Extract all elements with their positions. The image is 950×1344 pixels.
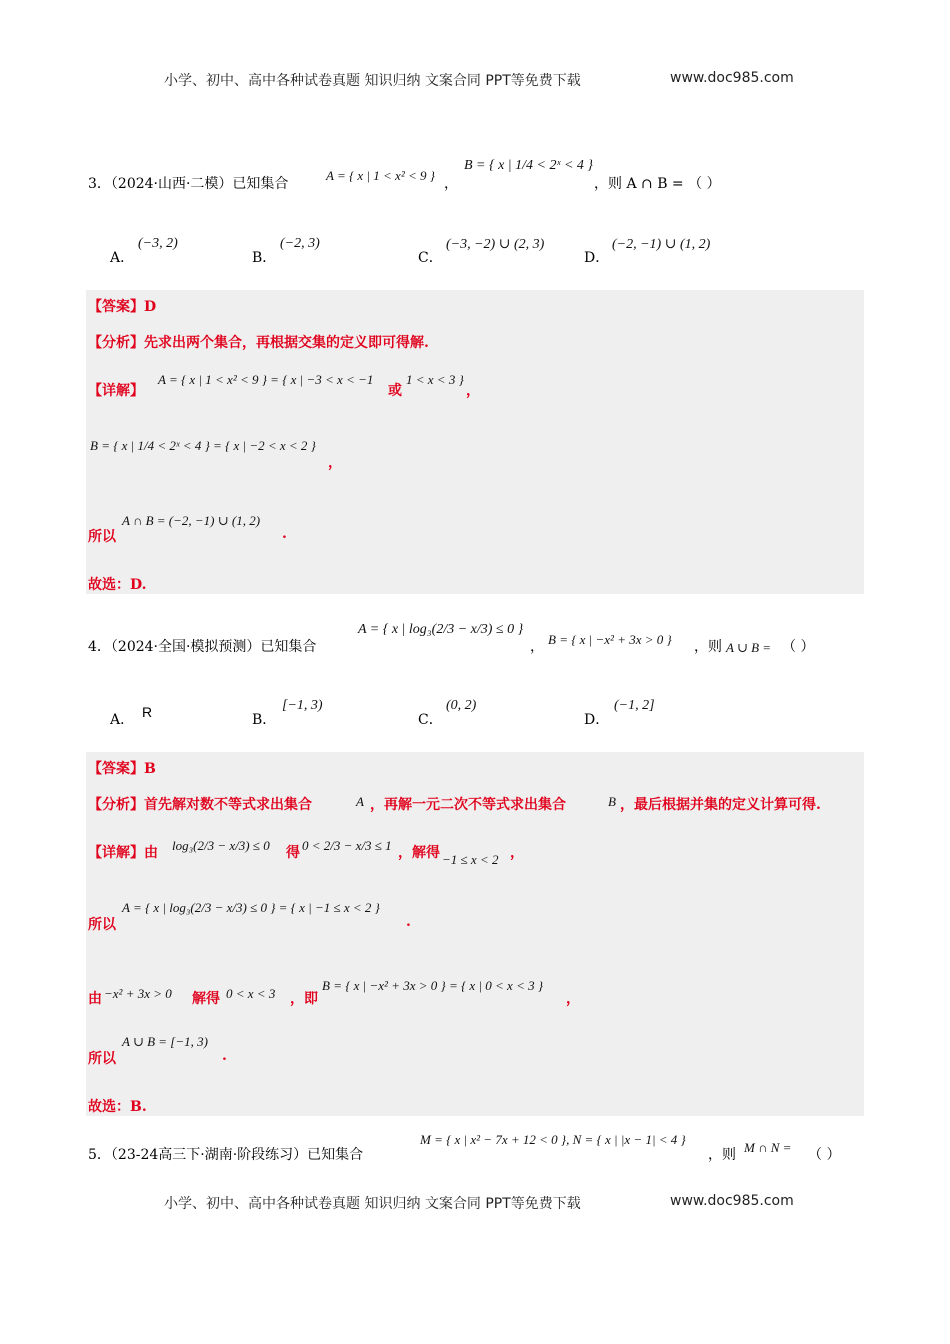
q4-analysis-b: B (608, 794, 616, 809)
q4-choice: 故选：B. (88, 1099, 147, 1115)
q4-l3-g: ， (566, 991, 580, 1007)
q3-so-label: 所以 (88, 529, 116, 545)
q4-l3-c: 解得 (192, 991, 220, 1007)
q3-so-math: A ∩ B = (−2, −1) ∪ (1, 2) (122, 513, 261, 528)
q3-ask: ，则 A ∩ B = （ ） (594, 176, 721, 192)
q4-option-a-value: R (142, 704, 153, 720)
header-text: 小学、初中、高中各种试卷真题 知识归纳 文案合同 PPT等免费下载 (164, 73, 581, 89)
q4-ask-math: A ∪ B = (726, 640, 772, 655)
q4-so1-math: A = { x | log₃(2/3 − x/3) ≤ 0 } = { x | −1 ≤ x < 2 } (122, 900, 380, 915)
q4-so1-tail: . (406, 914, 411, 930)
q4-detail-1c: 0 < 2/3 − x/3 ≤ 1 (302, 838, 392, 853)
q3-option-b-value: (−2, 3) (280, 236, 320, 251)
q3-option-d-value: (−2, −1) ∪ (1, 2) (612, 237, 711, 252)
q4-ask-paren: （ ） (782, 639, 815, 655)
q3-set-b: B = { x | 1/4 < 2ˣ < 4 } (464, 158, 593, 173)
q4-l3-e: ，即 (290, 991, 318, 1007)
q4-detail-1d: ，解得 (398, 845, 440, 861)
q3-set-a: A = { x | 1 < x² < 9 } (326, 168, 435, 183)
q4-answer: 【答案】B (88, 761, 156, 777)
q4-option-b-label: B． (252, 712, 277, 728)
q4-l3-b: −x² + 3x > 0 (104, 986, 172, 1001)
q5-ask-paren: （ ） (808, 1147, 841, 1163)
q4-option-a-label: A． (110, 712, 135, 728)
q4-detail-1a: log₃(2/3 − x/3) ≤ 0 (172, 838, 270, 853)
q3-option-a-value: (−3, 2) (138, 236, 178, 251)
q4-l3-f: B = { x | −x² + 3x > 0 } = { x | 0 < x < 3 } (322, 978, 544, 993)
q4-so1-label: 所以 (88, 917, 116, 933)
q4-l3-d: 0 < x < 3 (226, 986, 276, 1001)
q3-comma: ， (444, 176, 458, 192)
q4-analysis-3: ，最后根据并集的定义计算可得. (620, 797, 821, 813)
q5-ask-math: M ∩ N = (744, 1140, 792, 1155)
q4-stem: 4．（2024·全国·模拟预测）已知集合 (88, 639, 317, 655)
q4-detail-1e: −1 ≤ x < 2 (442, 852, 499, 867)
q4-option-c-value: (0, 2) (446, 698, 477, 713)
q4-detail-1f: ， (510, 845, 524, 861)
q4-comma: ， (530, 639, 544, 655)
footer-text: 小学、初中、高中各种试卷真题 知识归纳 文案合同 PPT等免费下载 (164, 1196, 581, 1212)
q4-analysis-a: A (356, 794, 364, 809)
q4-so2-tail: . (222, 1048, 227, 1064)
q4-detail-label: 【详解】由 (88, 845, 158, 861)
q3-option-c-value: (−3, −2) ∪ (2, 3) (446, 237, 545, 252)
q4-ask-pre: ，则 (694, 639, 722, 655)
q4-option-d-label: D． (584, 712, 610, 728)
q3-choice: 故选：D. (88, 577, 147, 593)
q3-so-tail: . (282, 526, 287, 542)
footer-url[interactable]: www.doc985.com (670, 1193, 794, 1209)
q3-stem: 3．（2024·山西·二模）已知集合 (88, 176, 289, 192)
q5-ask-pre: ，则 (708, 1147, 736, 1163)
q4-detail-1b: 得 (286, 845, 300, 861)
q5-sets: M = { x | x² − 7x + 12 < 0 }, N = { x | |x − 1| < 4 } (420, 1132, 686, 1147)
q4-analysis-2: ，再解一元二次不等式求出集合 (370, 797, 566, 813)
q5-stem: 5．（23-24高三下·湖南·阶段练习）已知集合 (88, 1147, 364, 1163)
header-url[interactable]: www.doc985.com (670, 70, 794, 86)
q3-detail-1: A = { x | 1 < x² < 9 } = { x | −3 < x < −1 (158, 372, 374, 387)
q4-so2-math: A ∪ B = [−1, 3) (122, 1034, 208, 1049)
q3-option-a-label: A． (110, 250, 135, 266)
q3-analysis: 【分析】先求出两个集合，再根据交集的定义即可得解. (88, 335, 429, 351)
q3-detail-1-or: 或 (388, 383, 402, 399)
q4-set-a: A = { x | log₃(2/3 − x/3) ≤ 0 } (358, 622, 524, 637)
q3-option-d-label: D． (584, 250, 610, 266)
q4-option-d-value: (−1, 2] (614, 698, 655, 713)
q4-so2-label: 所以 (88, 1051, 116, 1067)
q4-analysis-1: 【分析】首先解对数不等式求出集合 (88, 797, 312, 813)
q3-detail-1-tail: ， (466, 383, 480, 399)
q4-l3-a: 由 (88, 991, 102, 1007)
q3-option-b-label: B． (252, 250, 277, 266)
q3-detail-label: 【详解】 (88, 383, 144, 399)
q3-option-c-label: C． (418, 250, 443, 266)
q3-detail-2: B = { x | 1/4 < 2ˣ < 4 } = { x | −2 < x < 2 } (90, 438, 316, 453)
q4-set-b: B = { x | −x² + 3x > 0 } (548, 632, 672, 647)
q3-detail-2-tail: ， (328, 455, 342, 471)
q4-option-c-label: C． (418, 712, 443, 728)
q4-option-b-value: [−1, 3) (282, 698, 323, 713)
q3-detail-1-end: 1 < x < 3 } (406, 372, 464, 387)
q3-answer: 【答案】D (88, 299, 157, 315)
